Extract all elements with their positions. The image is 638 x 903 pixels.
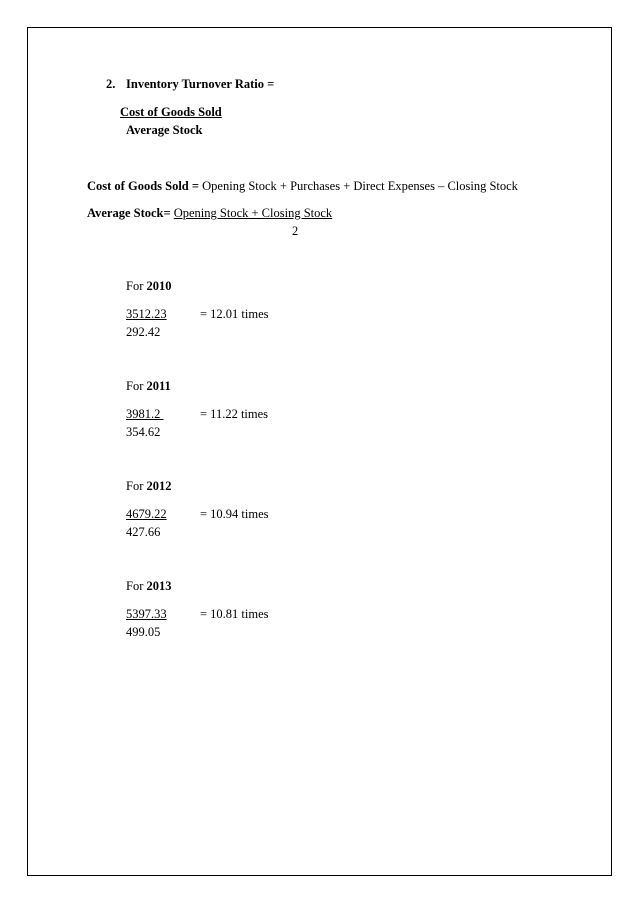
cogs-definition xyxy=(87,178,518,194)
year-prefix: For xyxy=(126,479,144,493)
numerator-2013: 5397.33 xyxy=(126,607,167,621)
avg-stock-denominator: 2 xyxy=(292,224,299,238)
numerator-2010: 3512.23 xyxy=(126,307,167,321)
denominator-2011: 354.62 xyxy=(126,425,161,439)
year-prefix: For xyxy=(126,379,144,393)
denominator-2013: 499.05 xyxy=(126,625,161,639)
result-2010: = 12.01 times xyxy=(200,307,269,321)
cogs-label: Cost of Goods Sold = xyxy=(87,179,200,193)
result-2012: = 10.94 times xyxy=(200,507,269,521)
formula-denominator: Average Stock xyxy=(126,123,203,137)
result-2011: = 11.22 times xyxy=(200,407,269,421)
year-value: 2011 xyxy=(146,379,171,393)
avg-stock-label: Average Stock= xyxy=(87,206,171,220)
year-value: 2012 xyxy=(146,479,172,493)
cogs-expression: Opening Stock + Purchases + Direct Expenses – Closing Stock xyxy=(202,179,518,193)
year-heading-2011 xyxy=(126,378,171,394)
numerator-2011: 3981.2 xyxy=(126,407,164,421)
section-number: 2. xyxy=(106,77,116,91)
avg-stock-numerator: Opening Stock + Closing Stock xyxy=(173,206,333,220)
result-2013: = 10.81 times xyxy=(200,607,269,621)
denominator-2010: 292.42 xyxy=(126,325,161,339)
year-heading-2012 xyxy=(126,478,172,494)
avg-stock-definition xyxy=(87,205,332,221)
year-heading-2010 xyxy=(126,278,172,294)
year-value: 2010 xyxy=(146,279,172,293)
section-title: Inventory Turnover Ratio = xyxy=(126,77,275,91)
page-border xyxy=(27,27,612,876)
numerator-2012: 4679.22 xyxy=(126,507,167,521)
formula-numerator: Cost of Goods Sold xyxy=(120,105,222,119)
denominator-2012: 427.66 xyxy=(126,525,161,539)
year-prefix: For xyxy=(126,579,144,593)
year-heading-2013 xyxy=(126,578,172,594)
year-value: 2013 xyxy=(146,579,172,593)
year-prefix: For xyxy=(126,279,144,293)
